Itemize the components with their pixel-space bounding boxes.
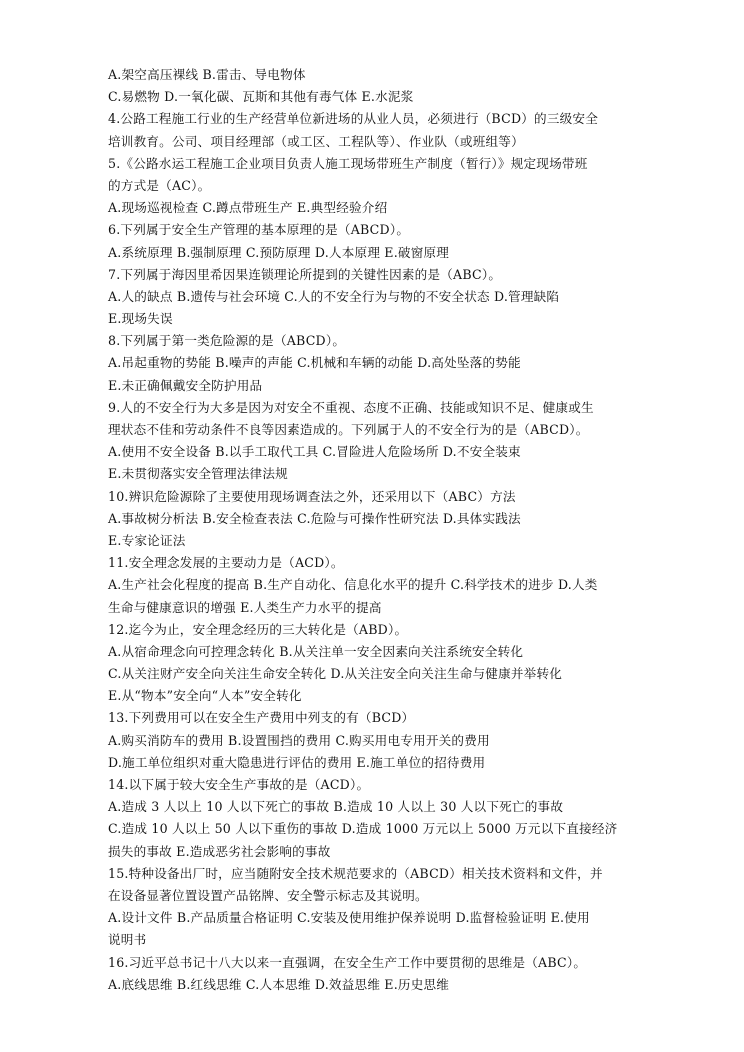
text-line: 9.人的不安全行为大多是因为对安全不重视、态度不正确、技能或知识不足、健康或生 — [108, 399, 594, 415]
text-line: E.未正确佩戴安全防护用品 — [108, 377, 263, 393]
text-line: 理状态不佳和劳动条件不良等因素造成的。下列属于人的不安全行为的是（ABCD）。 — [108, 422, 589, 437]
text-line: A.系统原理 B.强制原理 C.预防原理 D.人本原理 E.破窗原理 — [108, 244, 450, 260]
text-line: 16.习近平总书记十八大以来一直强调，在安全生产工作中要贯彻的思维是（ABC）。 — [108, 954, 587, 970]
text-line: E.从“物本”安全向“人本”安全转化 — [108, 688, 302, 704]
text-line: 的方式是（AC）。 — [108, 177, 211, 193]
text-line: A.吊起重物的势能 B.噪声的声能 C.机械和车辆的动能 D.高处坠落的势能 — [108, 355, 521, 371]
text-line: 11.安全理念发展的主要动力是（ACD）。 — [108, 555, 344, 571]
text-line: A.现场巡视检查 C.蹲点带班生产 E.典型经验介绍 — [108, 200, 388, 216]
text-line: 4.公路工程施工行业的生产经营单位新进场的从业人员，必须进行（BCD）的三级安全 — [108, 111, 599, 127]
text-line: 损失的事故 E.造成恶劣社会影响的事故 — [108, 843, 331, 859]
text-line: A.生产社会化程度的提高 B.生产自动化、信息化水平的提升 C.科学技术的进步 D.人类 — [108, 577, 598, 593]
text-line: 6.下列属于安全生产管理的基本原理的是（ABCD）。 — [108, 222, 410, 238]
text-line: A.架空高压裸线 B.雷击、导电物体 — [108, 67, 306, 82]
text-line: C.从关注财产安全向关注生命安全转化 D.从关注安全向关注生命与健康并举转化 — [108, 666, 563, 682]
text-line: D.施工单位组织对重大隐患进行评估的费用 E.施工单位的招待费用 — [108, 754, 486, 770]
text-line: A.从宿命理念向可控理念转化 B.从关注单一安全因素向关注系统安全转化 — [108, 643, 524, 659]
text-line: 14.以下属于较大安全生产事故的是（ACD）。 — [108, 777, 370, 792]
text-line: 5.《公路水运工程施工企业项目负责人施工现场带班生产制度（暂行）》规定现场带班 — [108, 155, 588, 171]
text-line: 15.特种设备出厂时，应当随附安全技术规范要求的（ABCD）相关技术资料和文件，并 — [108, 865, 603, 881]
text-line: A.设计文件 B.产品质量合格证明 C.安装及使用维护保养说明 D.监督检验证明 E.使用 — [108, 910, 590, 926]
text-line: A.使用不安全设备 B.以手工取代工具 C.冒险进人危险场所 D.不安全装束 — [108, 444, 521, 460]
text-line: 8.下列属于第一类危险源的是（ABCD）。 — [108, 333, 346, 349]
text-line: 生命与健康意识的增强 E.人类生产力水平的提高 — [108, 599, 382, 615]
document-page — [108, 64, 668, 996]
text-line: A.事故树分析法 B.安全检查表法 C.危险与可操作性研究法 D.具体实践法 — [108, 510, 521, 526]
text-line: E.专家论证法 — [108, 532, 186, 548]
text-line: 10.辨识危险源除了主要使用现场调查法之外，还采用以下（ABC）方法 — [108, 488, 516, 504]
text-line: C.易燃物 D.一氧化碳、瓦斯和其他有毒气体 E.水泥浆 — [108, 89, 414, 105]
text-line: C.造成 10 人以上 50 人以下重伤的事故 D.造成 1000 万元以上 5000 万元以下直接经济 — [108, 821, 618, 837]
text-line: 12.迄今为止，安全理念经历的三大转化是（ABD）。 — [108, 621, 408, 637]
text-line: E.现场失误 — [108, 311, 173, 327]
text-line: 说明书 — [108, 932, 147, 948]
text-line: 培训教育。公司、项目经理部（或工区、工程队等）、作业队（或班组等） — [108, 133, 524, 149]
text-line: E.未贯彻落实安全管理法律法规 — [108, 466, 288, 482]
text-line: 13.下列费用可以在安全生产费用中列支的有（BCD） — [108, 710, 415, 726]
text-line: A.造成 3 人以上 10 人以下死亡的事故 B.造成 10 人以上 30 人以下死亡的事故 — [108, 799, 564, 815]
text-line: A.底线思维 B.红线思维 C.人本思维 D.效益思维 E.历史思维 — [108, 976, 450, 992]
text-line: A.人的缺点 B.遗传与社会环境 C.人的不安全行为与物的不安全状态 D.管理缺陷 — [108, 288, 560, 304]
text-line: 7.下列属于海因里希因果连锁理论所提到的关键性因素的是（ABC）。 — [108, 266, 502, 282]
text-line: A.购买消防车的费用 B.设置围挡的费用 C.购买用电专用开关的费用 — [108, 732, 490, 748]
text-line: 在设备显著位置设置产品铭牌、安全警示标志及其说明。 — [108, 887, 428, 903]
